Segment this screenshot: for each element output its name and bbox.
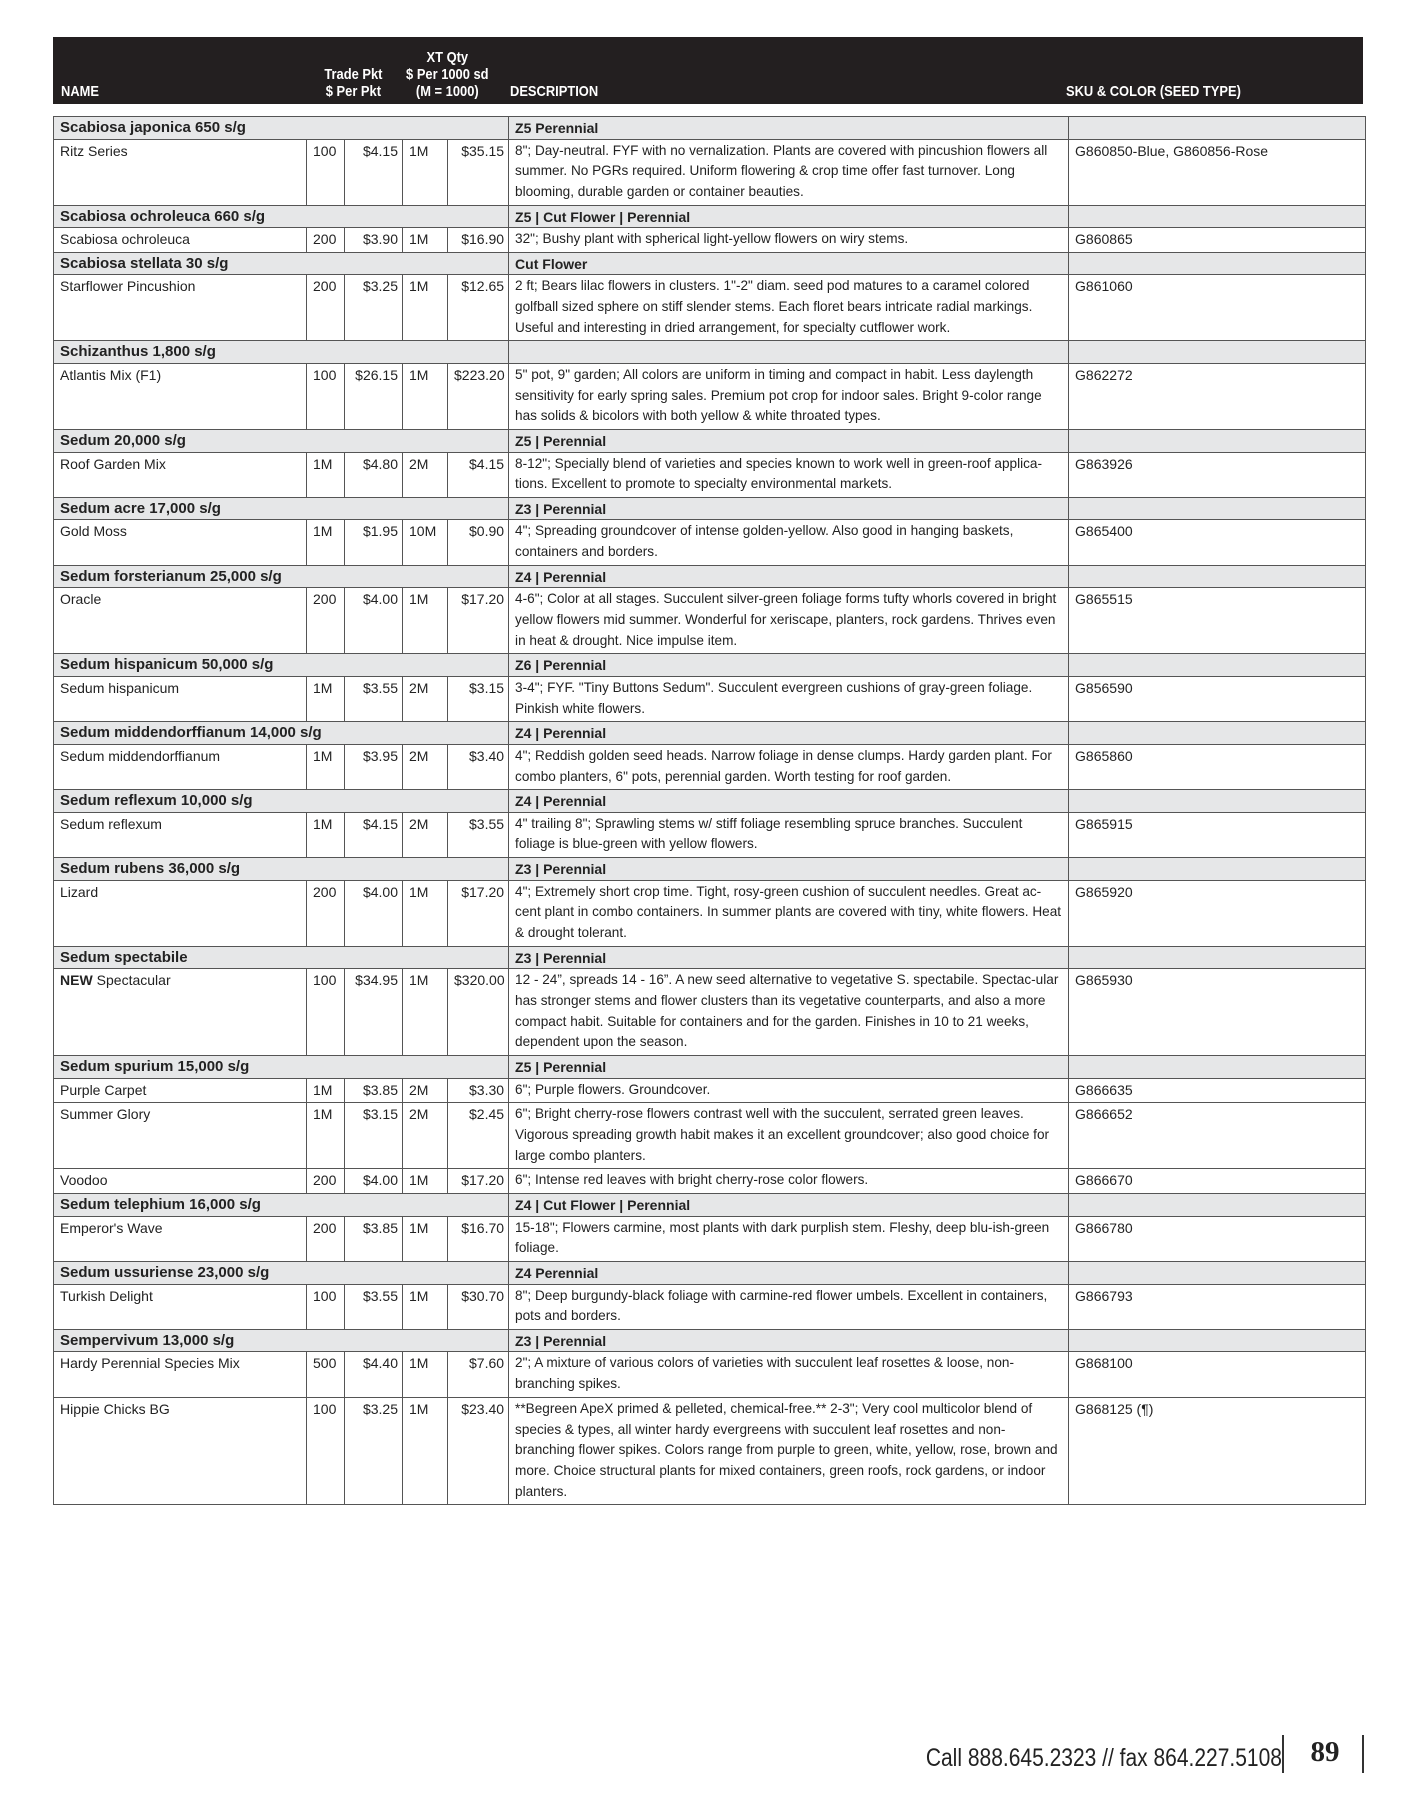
variety-name-cell	[54, 880, 307, 946]
group-name: Sedum middendorffianum 14,000 s/g	[54, 722, 509, 745]
variety-name-cell	[54, 1352, 307, 1397]
sku-color: G860850-Blue, G860856-Rose	[1069, 139, 1366, 205]
description: 5" pot, 9" garden; All colors are uniform in timing and compact in habit. Less daylength sensitivity for early spring sales. Premium pot crop for indoor sales. Bright 9-color range has solids & bicolors with both yellow & white throated types.	[509, 363, 1069, 429]
table-row	[54, 1397, 1366, 1505]
xt-qty: 2M	[403, 1103, 448, 1169]
trade-pkt-price: $3.85	[345, 1078, 403, 1103]
group-sku-blank	[1069, 497, 1366, 520]
sku-color: G860865	[1069, 228, 1366, 253]
table-row	[54, 363, 1366, 429]
trade-pkt-price: $4.80	[345, 452, 403, 497]
variety-name: Emperor's Wave	[60, 1219, 163, 1236]
group-name: Scabiosa stellata 30 s/g	[54, 252, 509, 275]
trade-pkt-price: $3.25	[345, 1397, 403, 1505]
variety-name-cell	[54, 1397, 307, 1505]
variety-name-cell	[54, 363, 307, 429]
sku-color: G866780	[1069, 1216, 1366, 1261]
trade-pkt-qty: 1M	[307, 812, 345, 857]
trade-pkt-qty: 100	[307, 139, 345, 205]
description: 6"; Purple flowers. Groundcover.	[509, 1078, 1069, 1103]
table-row	[54, 676, 1366, 721]
variety-name: Sedum middendorffianum	[60, 747, 221, 764]
description: 2 ft; Bears lilac flowers in clusters. 1"-2" diam. seed pod matures to a caramel colored golfball sized sphere on stiff slender stems. Each floret bears intricate radial markings. Useful and interesting in dried arrangement, for specialty cutflower work.	[509, 275, 1069, 341]
group-name: Schizanthus 1,800 s/g	[54, 341, 509, 364]
variety-name: Starflower Pincushion	[60, 278, 196, 295]
xt-qty: 1M	[403, 880, 448, 946]
xt-qty: 2M	[403, 744, 448, 789]
variety-name-cell	[54, 1216, 307, 1261]
group-category	[509, 341, 1069, 364]
group-category: Cut Flower	[509, 252, 1069, 275]
column-header-xt-qty: XT Qty $ Per 1000 sd (M = 1000)	[406, 49, 489, 100]
trade-pkt-qty: 100	[307, 969, 345, 1056]
trade-pkt-qty: 100	[307, 1397, 345, 1505]
trade-pkt-price: $1.95	[345, 520, 403, 565]
description: 4" trailing 8"; Sprawling stems w/ stiff foliage resembling spruce branches. Succulent foliage is blue-green with yellow flowers.	[509, 812, 1069, 857]
group-name: Sedum rubens 36,000 s/g	[54, 858, 509, 881]
group-category: Z5 Perennial	[509, 117, 1069, 140]
table-header-bar	[53, 37, 1363, 104]
trade-pkt-qty: 200	[307, 228, 345, 253]
xt-price: $320.00	[448, 969, 509, 1056]
trade-pkt-price: $3.15	[345, 1103, 403, 1169]
group-sku-blank	[1069, 654, 1366, 677]
xt-price: $3.40	[448, 744, 509, 789]
table-row	[54, 452, 1366, 497]
table-row	[54, 1103, 1366, 1169]
description: 4-6"; Color at all stages. Succulent silver-green foliage forms tufty whorls covered in bright yellow flowers mid summer. Wonderful for xeriscape, planters, rock gardens. Thrives even in heat & drought. Nice impulse item.	[509, 588, 1069, 654]
sku-color: G862272	[1069, 363, 1366, 429]
xt-qty: 2M	[403, 1078, 448, 1103]
table-row	[54, 880, 1366, 946]
description: 6"; Intense red leaves with bright cherry-rose color flowers.	[509, 1169, 1069, 1194]
group-category: Z4 | Perennial	[509, 722, 1069, 745]
variety-name-cell	[54, 812, 307, 857]
group-name: Sedum spurium 15,000 s/g	[54, 1056, 509, 1079]
group-sku-blank	[1069, 1262, 1366, 1285]
group-name: Sedum spectabile	[54, 946, 509, 969]
group-category: Z4 | Perennial	[509, 790, 1069, 813]
variety-name: Roof Garden Mix	[60, 455, 166, 472]
group-category: Z5 | Perennial	[509, 1056, 1069, 1079]
sku-color: G865915	[1069, 812, 1366, 857]
xt-price: $3.55	[448, 812, 509, 857]
sku-color: G866670	[1069, 1169, 1366, 1194]
variety-name: Gold Moss	[60, 523, 127, 540]
footer-divider	[1362, 1735, 1364, 1773]
sku-color: G865400	[1069, 520, 1366, 565]
group-name: Sedum 20,000 s/g	[54, 430, 509, 453]
variety-name-cell	[54, 275, 307, 341]
group-sku-blank	[1069, 341, 1366, 364]
xt-qty: 1M	[403, 588, 448, 654]
variety-name-cell	[54, 676, 307, 721]
group-header-row	[54, 946, 1366, 969]
description: 4"; Spreading groundcover of intense golden-yellow. Also good in hanging baskets, containers and borders.	[509, 520, 1069, 565]
description: 6"; Bright cherry-rose flowers contrast well with the succulent, serrated green leaves. Vigorous spreading growth habit makes it an excellent groundcover; also good choice for large combo planters.	[509, 1103, 1069, 1169]
table-row	[54, 1169, 1366, 1194]
group-header-row	[54, 790, 1366, 813]
trade-pkt-price: $3.55	[345, 1284, 403, 1329]
variety-name: Scabiosa ochroleuca	[60, 231, 190, 248]
description: 8-12"; Specially blend of varieties and species known to work well in green-roof applica-tions. Excellent to promote to specialty environmental markets.	[509, 452, 1069, 497]
table-row	[54, 520, 1366, 565]
page-number: 89	[1310, 1736, 1340, 1768]
group-category: Z3 | Perennial	[509, 497, 1069, 520]
variety-name: Atlantis Mix (F1)	[60, 366, 162, 383]
group-sku-blank	[1069, 722, 1366, 745]
group-category: Z5 | Perennial	[509, 430, 1069, 453]
description: 2"; A mixture of various colors of varieties with succulent leaf rosettes & loose, non-branching spikes.	[509, 1352, 1069, 1397]
variety-name-cell	[54, 588, 307, 654]
group-sku-blank	[1069, 1056, 1366, 1079]
trade-pkt-qty: 200	[307, 880, 345, 946]
sku-color: G863926	[1069, 452, 1366, 497]
xt-price: $23.40	[448, 1397, 509, 1505]
group-sku-blank	[1069, 565, 1366, 588]
trade-pkt-price: $34.95	[345, 969, 403, 1056]
variety-name-cell	[54, 1103, 307, 1169]
variety-name: Hardy Perennial Species Mix	[60, 1355, 240, 1372]
trade-pkt-price: $3.95	[345, 744, 403, 789]
group-name: Scabiosa ochroleuca 660 s/g	[54, 205, 509, 228]
sku-color: G866793	[1069, 1284, 1366, 1329]
description: 3-4"; FYF. "Tiny Buttons Sedum". Succulent evergreen cushions of gray-green foliage. Pinkish white flowers.	[509, 676, 1069, 721]
group-header-row	[54, 252, 1366, 275]
group-header-row	[54, 341, 1366, 364]
trade-pkt-qty: 1M	[307, 452, 345, 497]
group-category: Z3 | Perennial	[509, 858, 1069, 881]
xt-price: $12.65	[448, 275, 509, 341]
xt-qty: 1M	[403, 363, 448, 429]
catalog-table	[53, 116, 1366, 1505]
variety-name-cell	[54, 1078, 307, 1103]
sku-color: G868100	[1069, 1352, 1366, 1397]
sku-color: G866652	[1069, 1103, 1366, 1169]
table-row	[54, 588, 1366, 654]
xt-qty: 1M	[403, 1397, 448, 1505]
group-category: Z5 | Cut Flower | Perennial	[509, 205, 1069, 228]
variety-name-cell	[54, 744, 307, 789]
table-row	[54, 1284, 1366, 1329]
variety-name: Spectacular	[96, 972, 171, 989]
xt-price: $3.15	[448, 676, 509, 721]
table-row	[54, 228, 1366, 253]
group-header-row	[54, 1262, 1366, 1285]
description: **Begreen ApeX primed & pelleted, chemical-free.** 2-3"; Very cool multicolor blend of species & types, all winter hardy evergreens with succulent leaf rosettes and non-branching flower spikes. Colors range from purple to green, white, yellow, rose, brown and more. Choice structural plants for mixed containers, green roofs, rock gardens, or indoor planters.	[509, 1397, 1069, 1505]
group-category: Z4 | Cut Flower | Perennial	[509, 1194, 1069, 1217]
xt-price: $7.60	[448, 1352, 509, 1397]
variety-name: Sedum hispanicum	[60, 679, 180, 696]
description: 8"; Day-neutral. FYF with no vernalization. Plants are covered with pincushion flowers all summer. No PGRs required. Uniform flowering & crop time offer fast turnover. Long blooming, durable garden or container beauties.	[509, 139, 1069, 205]
xt-qty: 10M	[403, 520, 448, 565]
group-category: Z4 Perennial	[509, 1262, 1069, 1285]
column-header-sku: SKU & COLOR (SEED TYPE)	[1066, 83, 1241, 100]
trade-pkt-qty: 200	[307, 1216, 345, 1261]
xt-price: $3.30	[448, 1078, 509, 1103]
xt-price: $17.20	[448, 588, 509, 654]
group-sku-blank	[1069, 858, 1366, 881]
variety-name-cell	[54, 520, 307, 565]
variety-name: Purple Carpet	[60, 1081, 147, 1098]
group-category: Z4 | Perennial	[509, 565, 1069, 588]
trade-pkt-qty: 1M	[307, 744, 345, 789]
group-sku-blank	[1069, 430, 1366, 453]
description: 4"; Extremely short crop time. Tight, rosy-green cushion of succulent needles. Great ac-cent plant in combo containers. In summer plants are covered with tiny, white flowers. Heat & drought tolerant.	[509, 880, 1069, 946]
sku-color: G868125 (¶)	[1069, 1397, 1366, 1505]
variety-name: Lizard	[60, 883, 99, 900]
xt-qty: 1M	[403, 1216, 448, 1261]
table-row	[54, 275, 1366, 341]
xt-price: $17.20	[448, 1169, 509, 1194]
group-sku-blank	[1069, 205, 1366, 228]
group-category: Z3 | Perennial	[509, 946, 1069, 969]
description: 32"; Bushy plant with spherical light-yellow flowers on wiry stems.	[509, 228, 1069, 253]
xt-price: $16.90	[448, 228, 509, 253]
group-name: Sedum forsterianum 25,000 s/g	[54, 565, 509, 588]
variety-name: Hippie Chicks BG	[60, 1400, 170, 1417]
group-category: Z6 | Perennial	[509, 654, 1069, 677]
description: 15-18"; Flowers carmine, most plants with dark purplish stem. Fleshy, deep blu-ish-green foliage.	[509, 1216, 1069, 1261]
trade-pkt-qty: 1M	[307, 520, 345, 565]
group-header-row	[54, 722, 1366, 745]
xt-price: $223.20	[448, 363, 509, 429]
variety-name-cell	[54, 1169, 307, 1194]
group-sku-blank	[1069, 790, 1366, 813]
trade-pkt-price: $4.00	[345, 1169, 403, 1194]
xt-qty: 2M	[403, 452, 448, 497]
trade-pkt-qty: 100	[307, 1284, 345, 1329]
trade-pkt-price: $3.25	[345, 275, 403, 341]
group-header-row	[54, 1056, 1366, 1079]
trade-pkt-price: $3.55	[345, 676, 403, 721]
sku-color: G861060	[1069, 275, 1366, 341]
group-sku-blank	[1069, 117, 1366, 140]
variety-name: Oracle	[60, 591, 102, 608]
sku-color: G866635	[1069, 1078, 1366, 1103]
group-header-row	[54, 497, 1366, 520]
group-name: Sempervivum 13,000 s/g	[54, 1329, 509, 1352]
description: 12 - 24”, spreads 14 - 16”. A new seed alternative to vegetative S. spectabile. Spectac-ular has stronger stems and flower clusters than its vegetative counterparts, and also a more compact habit. Suitable for containers and for the garden. Finishes in 10 to 21 weeks, dependent upon the season.	[509, 969, 1069, 1056]
column-header-description: DESCRIPTION	[510, 83, 599, 100]
footer-contact: Call 888.645.2323 // fax 864.227.5108	[925, 1744, 1282, 1772]
table-row	[54, 744, 1366, 789]
group-name: Sedum hispanicum 50,000 s/g	[54, 654, 509, 677]
sku-color: G865860	[1069, 744, 1366, 789]
xt-qty: 2M	[403, 812, 448, 857]
group-header-row	[54, 565, 1366, 588]
variety-name: Sedum reflexum	[60, 815, 162, 832]
footer-divider	[1282, 1735, 1284, 1773]
trade-pkt-qty: 1M	[307, 1103, 345, 1169]
xt-price: $4.15	[448, 452, 509, 497]
group-sku-blank	[1069, 1194, 1366, 1217]
trade-pkt-qty: 200	[307, 275, 345, 341]
trade-pkt-price: $3.85	[345, 1216, 403, 1261]
description: 4"; Reddish golden seed heads. Narrow foliage in dense clumps. Hardy garden plant. For combo planters, 6" pots, perennial garden. Worth testing for roof garden.	[509, 744, 1069, 789]
group-header-row	[54, 858, 1366, 881]
group-name: Sedum telephium 16,000 s/g	[54, 1194, 509, 1217]
sku-color: G865930	[1069, 969, 1366, 1056]
group-sku-blank	[1069, 252, 1366, 275]
table-row	[54, 812, 1366, 857]
group-name: Sedum ussuriense 23,000 s/g	[54, 1262, 509, 1285]
xt-qty: 1M	[403, 1352, 448, 1397]
sku-color: G865515	[1069, 588, 1366, 654]
variety-name-cell	[54, 452, 307, 497]
variety-name-cell	[54, 1284, 307, 1329]
group-header-row	[54, 654, 1366, 677]
group-header-row	[54, 1329, 1366, 1352]
xt-price: $30.70	[448, 1284, 509, 1329]
trade-pkt-price: $4.00	[345, 588, 403, 654]
group-category: Z3 | Perennial	[509, 1329, 1069, 1352]
trade-pkt-price: $4.15	[345, 812, 403, 857]
group-name: Scabiosa japonica 650 s/g	[54, 117, 509, 140]
xt-qty: 1M	[403, 228, 448, 253]
trade-pkt-price: $4.00	[345, 880, 403, 946]
group-header-row	[54, 205, 1366, 228]
xt-qty: 1M	[403, 139, 448, 205]
variety-name-cell	[54, 969, 307, 1056]
sku-color: G856590	[1069, 676, 1366, 721]
group-header-row	[54, 1194, 1366, 1217]
table-row	[54, 139, 1366, 205]
column-header-trade-pkt: Trade Pkt $ Per Pkt	[324, 66, 383, 100]
xt-price: $35.15	[448, 139, 509, 205]
variety-name: Summer Glory	[60, 1106, 151, 1123]
xt-qty: 1M	[403, 275, 448, 341]
description: 8"; Deep burgundy-black foliage with carmine-red flower umbels. Excellent in containers, pots and borders.	[509, 1284, 1069, 1329]
xt-qty: 1M	[403, 1169, 448, 1194]
variety-name-cell	[54, 228, 307, 253]
variety-name: Turkish Delight	[60, 1287, 153, 1304]
trade-pkt-qty: 100	[307, 363, 345, 429]
trade-pkt-qty: 500	[307, 1352, 345, 1397]
group-name: Sedum reflexum 10,000 s/g	[54, 790, 509, 813]
trade-pkt-qty: 200	[307, 588, 345, 654]
trade-pkt-qty: 1M	[307, 1078, 345, 1103]
xt-qty: 1M	[403, 969, 448, 1056]
variety-name: Voodoo	[60, 1172, 108, 1189]
trade-pkt-price: $26.15	[345, 363, 403, 429]
trade-pkt-price: $4.40	[345, 1352, 403, 1397]
table-row	[54, 969, 1366, 1056]
xt-price: $16.70	[448, 1216, 509, 1261]
variety-name: Ritz Series	[60, 142, 128, 159]
trade-pkt-price: $4.15	[345, 139, 403, 205]
variety-name-cell	[54, 139, 307, 205]
xt-qty: 2M	[403, 676, 448, 721]
group-sku-blank	[1069, 1329, 1366, 1352]
xt-price: $2.45	[448, 1103, 509, 1169]
trade-pkt-qty: 1M	[307, 676, 345, 721]
column-header-name: NAME	[61, 83, 99, 100]
group-header-row	[54, 117, 1366, 140]
trade-pkt-price: $3.90	[345, 228, 403, 253]
table-row	[54, 1352, 1366, 1397]
trade-pkt-qty: 200	[307, 1169, 345, 1194]
xt-qty: 1M	[403, 1284, 448, 1329]
sku-color: G865920	[1069, 880, 1366, 946]
new-badge: NEW	[60, 972, 93, 989]
group-sku-blank	[1069, 946, 1366, 969]
xt-price: $17.20	[448, 880, 509, 946]
table-row	[54, 1216, 1366, 1261]
xt-price: $0.90	[448, 520, 509, 565]
table-row	[54, 1078, 1366, 1103]
group-name: Sedum acre 17,000 s/g	[54, 497, 509, 520]
group-header-row	[54, 430, 1366, 453]
